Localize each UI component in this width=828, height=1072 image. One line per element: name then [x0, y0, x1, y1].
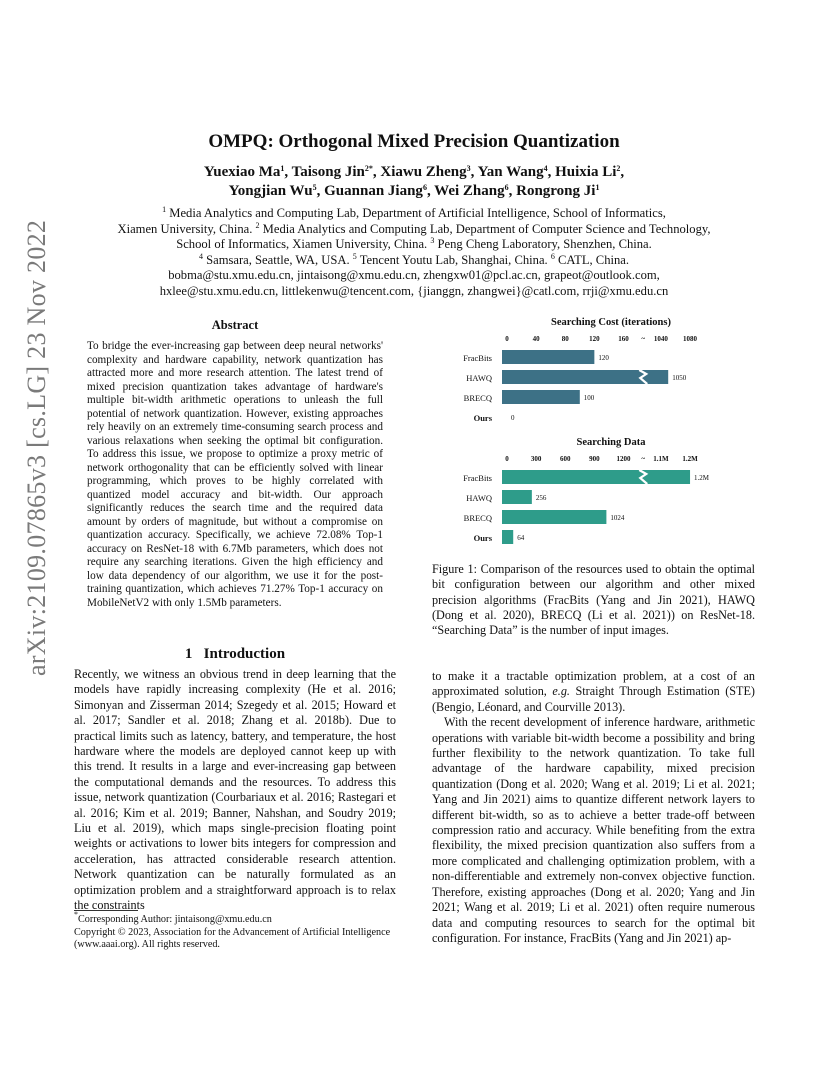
affiliation-line: Xiamen University, China. $^2$ Media Analytics and Computing Lab, Department of Computer Science and Technology, [117, 220, 711, 236]
axis-tick-label: 900 [589, 455, 600, 463]
paper-title: OMPQ: Orthogonal Mixed Precision Quantization [208, 131, 620, 152]
author-name: Huixia Li$^2$ [555, 164, 621, 180]
author-affiliation-mark: 1 [280, 164, 285, 173]
category-label: BRECQ [463, 513, 492, 523]
email-line: bobma@stu.xmu.edu.cn, jintaisong@xmu.edu.cn, zhengxw01@pcl.ac.cn, grapeot@outlook.com, [168, 268, 660, 282]
axis-tick-label: 160 [618, 335, 629, 343]
figure-1-chart [440, 308, 740, 548]
email-line: hxlee@stu.xmu.edu.cn, littlekenwu@tencent.com, {jianggn, zhangwei}@catl.com, rrji@xmu.edu.cn [159, 283, 669, 298]
intro-right-column [432, 669, 755, 946]
abstract-heading: Abstract [211, 318, 259, 332]
category-label: BRECQ [463, 393, 492, 403]
category-label: Ours [473, 533, 492, 543]
axis-tick-label: 1.2M [682, 455, 698, 463]
author-name: Guannan Jiang$^6$ [324, 183, 427, 199]
affiliation-line: $^1$ Media Analytics and Computing Lab, Department of Artificial Intelligence, School of Informatics, [162, 205, 666, 220]
author-affiliation-mark: 6 [422, 183, 427, 192]
author-affiliation-mark: 3 [466, 164, 471, 173]
affiliation-line: $^4$ Samsara, Seattle, WA, USA. $^5$ Tencent Youtu Lab, Shanghai, China. $^6$ CATL, China. [198, 251, 630, 267]
axis-tick-label: 40 [532, 335, 540, 343]
data-label: 1024 [610, 514, 625, 522]
paragraph: to make it a tractable optimization problem, at a cost of an approximated solution, e.g. Straight Through Estimation (STE) (Bengio, Léonard, and Courville 2013). [432, 669, 755, 714]
paragraph: Recently, we witness an obvious trend in deep learning that the models have rapidly increasing complexity (He et al. 2016; Simonyan and Zisserman 2014; Szegedy et al. 2015; Howard et al. 2017; Sandler et al. 2018; Zhang et al. 2018b). Due to practical limits such as latency, battery, and temperature, the host hardware where the models are deployed cannot keep up with this trend. It results in a large and ever-increasing gap between the computational demands and the resources. To address this issue, network quantization (Courbariaux et al. 2016; Rastegari et al. 2016; Kim et al. 2019; Banner, Nahshan, and Soudry 2019; Liu et al. 2019), which maps single-precision floating point weights or activations to lower bits integers for compression and acceleration, has attracted considerable research attention. Network quantization can be naturally formulated as an optimization problem and a straightforward approach is to relax the constraints [74, 667, 396, 913]
chart-title: Searching Cost (iterations) [551, 317, 671, 328]
axis-tick-label: 1080 [683, 335, 698, 343]
footnote-rule [74, 910, 138, 911]
section-heading [74, 646, 396, 663]
author-affiliation-mark: 6 [504, 183, 509, 192]
axis-tick-label: ~ [641, 335, 646, 343]
bar [502, 530, 513, 544]
section-title: Introduction [203, 646, 286, 662]
author-affiliation-mark: 2 [616, 164, 621, 173]
category-label: HAWQ [466, 373, 492, 383]
axis-tick-label: 80 [561, 335, 569, 343]
author-name: Xiawu Zheng$^3$ [380, 164, 471, 180]
affiliations [80, 206, 748, 299]
category-label: HAWQ [466, 493, 492, 503]
category-label: Ours [473, 413, 492, 423]
author-affiliation-mark: 5 [312, 183, 317, 192]
data-label: 256 [535, 494, 547, 502]
author-line-2: Yongjian Wu$^5$, Guannan Jiang$^6$, Wei Zhang$^6$, Rongrong Ji$^1$ [228, 183, 600, 199]
bar [502, 510, 606, 524]
bar [502, 490, 532, 504]
data-label: 100 [583, 394, 595, 402]
bar [502, 470, 690, 484]
author-name: Wei Zhang$^6$ [434, 183, 509, 199]
axis-tick-label: 1.1M [653, 455, 669, 463]
author-affiliation-mark: 4 [543, 164, 548, 173]
data-label: 64 [517, 534, 525, 542]
author-affiliation-mark: 2* [364, 164, 373, 173]
affiliation-line: School of Informatics, Xiamen University, China. $^3$ Peng Cheng Laboratory, Shenzhen, China. [176, 236, 652, 251]
category-label: FracBits [463, 473, 492, 483]
axis-tick-label: ~ [641, 455, 646, 463]
axis-tick-label: 1040 [653, 335, 668, 343]
author-list [100, 163, 728, 201]
paragraph: With the recent development of inference hardware, arithmetic operations with variable bit-width become a possibility and bring further flexibility to the network quantization. To take full advantage of the hardware capability, mixed precision quantization (Dong et al. 2020; Wang et al. 2019; Li et al. 2021; Yang and Jin 2021) aims to quantize different network layers to different bit-width, so as to achieve a better trade-off between compression ratio and accuracy. While benefiting from the extra flexibility, the mixed precision quantization also suffers from a more complicated and challenging optimization problem, with a non-differentiable and extremely non-convex objective function. Therefore, existing approaches (Dong et al. 2020; Yang and Jin 2021; Wang et al. 2019; Li et al. 2021) often require numerous data and computing resources to search for the optimal bit configuration. For instance, FracBits (Yang and Jin 2021) ap- [432, 715, 755, 945]
figure-caption: Figure 1: Comparison of the resources used to obtain the optimal bit configuration between our algorithm and other mixed precision algorithms (FracBits (Yang and Jin 2021), HAWQ (Dong et al. 2020), BRECQ (Li et al. 2021)) on ResNet-18. “Searching Data” is the number of input images. [432, 562, 755, 638]
intro-left-column [74, 667, 396, 914]
author-name: Yongjian Wu$^5$ [228, 183, 317, 199]
axis-tick-label: 600 [559, 455, 571, 463]
author-line-1: Yuexiao Ma$^1$, Taisong Jin$^{2*}$, Xiawu Zheng$^3$, Yan Wang$^4$, Huixia Li$^2$, [203, 164, 625, 180]
corresponding-author-note: *Corresponding Author: jintaisong@xmu.edu.cn [74, 910, 272, 925]
author-name: Taisong Jin$^{2*}$ [291, 164, 373, 180]
author-affiliation-mark: 1 [595, 183, 600, 192]
author-name: Yan Wang$^4$ [477, 164, 548, 180]
author-name: Yuexiao Ma$^1$ [203, 164, 285, 180]
axis-tick-label: 0 [505, 455, 509, 463]
axis-tick-label: 1200 [616, 455, 631, 463]
bar [502, 390, 580, 404]
bar [502, 350, 594, 364]
abstract-text: To bridge the ever-increasing gap between deep neural networks' complexity and hardware capability, network quantization has attracted more and more research attention. The latest trend of mixed precision quantization takes advantage of hardware's multiple bit-width arithmetic operations to unleash the full potential of network quantization. However, existing approaches rely heavily on an extremely time-consuming search process and various relaxations when seeking the optimal bit configuration. To address this issue, we propose to optimize a proxy metric of network orthogonality that can be efficiently solved with linear programming, which proves to be highly correlated with quantized model accuracy and bit-width. Our approach significantly reduces the search time and the required data amount by orders of magnitude, but without a compromise on quantization accuracy. Specifically, we achieve 72.08% Top-1 accuracy on ResNet-18 with 6.7Mb parameters, which does not require any searching iterations. Given the high efficiency and low data dependency of our algorithm, we use it for the post-training quantization, which achieves 71.27% Top-1 accuracy on MobileNetV2 with only 1.5Mb parameters. [87, 340, 383, 609]
data-label: 1050 [672, 374, 687, 382]
data-label: 0 [511, 414, 515, 422]
chart-title: Searching Data [576, 437, 646, 448]
author-name: Rongrong Ji$^1$ [516, 183, 600, 199]
footnote [74, 910, 396, 952]
section-number: 1 [184, 646, 193, 662]
axis-tick-label: 0 [505, 335, 509, 343]
axis-tick-label: 120 [589, 335, 600, 343]
category-label: FracBits [463, 353, 492, 363]
data-label: 1.2M [694, 474, 710, 482]
arxiv-side-stamp: arXiv:2109.07865v3 [cs.LG] 23 Nov 2022 [22, 219, 51, 676]
data-label: 120 [598, 354, 609, 362]
axis-tick-label: 300 [530, 455, 542, 463]
copyright-note: Copyright © 2023, Association for the Advancement of Artificial Intelligence (www.aaai.org). All rights reserved. [74, 926, 391, 950]
